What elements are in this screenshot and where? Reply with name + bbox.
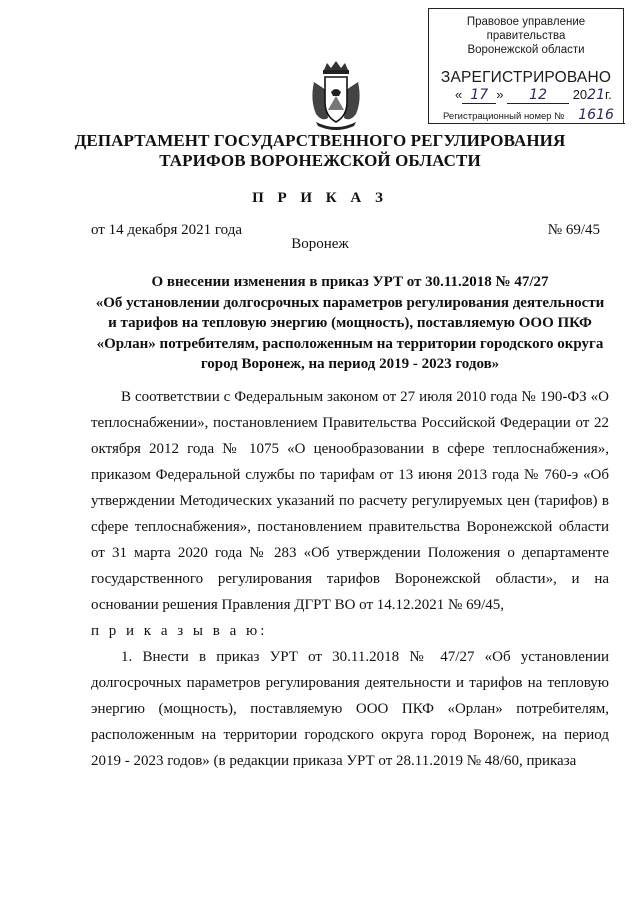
title-line2: «Об установлении долгосрочных параметров регулирования деятельности — [95, 294, 605, 311]
title-line1: О внесении изменения в приказ УРТ от 30.11.2018 № 47/27 — [151, 274, 549, 290]
department-name — [0, 131, 640, 171]
stamp-year-print: 20 — [572, 87, 588, 102]
stamp-reg-number-value: 1616 — [578, 107, 614, 123]
stamp-reg-number — [443, 107, 625, 124]
stamp-org-line1: Правовое управление правительства — [466, 16, 586, 42]
order-title — [90, 272, 610, 375]
order-number: № 69/45 — [547, 222, 600, 238]
department-line2: ТАРИФОВ ВОРОНЕЖСКОЙ ОБЛАСТИ — [159, 151, 481, 170]
department-line1: ДЕПАРТАМЕНТ ГОСУДАРСТВЕННОГО РЕГУЛИРОВАНИЯ — [74, 131, 566, 150]
title-line3: и тарифов на тепловую энергию (мощность), поставляемую ООО ПКФ — [108, 315, 592, 331]
stamp-year-hand: 21 — [587, 87, 605, 103]
stamp-day: 17 — [470, 87, 489, 103]
stamp-org — [429, 15, 623, 57]
stamp-org-line2: Воронежской области — [467, 44, 585, 56]
voronezh-coat-of-arms-icon — [308, 60, 364, 132]
title-line4: «Орлан» потребителям, расположенным на территории городского округа — [96, 335, 604, 352]
document-type: П Р И К А З — [252, 190, 388, 206]
stamp-registered: ЗАРЕГИСТРИРОВАНО — [440, 69, 612, 86]
preamble-paragraph: В соответствии с Федеральным законом от 27 июля 2010 года № 190-ФЗ «О теплоснабжении», постановлением Правительства Российской Федерации от 22 октября 2012 года № 1075 «О ценообразовании в сфере теплоснабжения», приказом Федеральной службы по тарифам от 13 июня 2013 года № 760-э «Об утверждении Методических указаний по расчету регулируемых цен (тарифов) в сфере теплоснабжения», постановлением правительства Воронежской области от 31 марта 2020 года № 283 «Об утверждении Положения о департаменте государственного регулирования тарифов Воронежской области», и на основании решения Правления ДГРТ ВО от 14.12.2021 № 69/45, — [91, 389, 609, 613]
stamp-date: « 17 » 12 2021г. — [455, 87, 612, 103]
registration-stamp — [428, 8, 624, 124]
stamp-reg-number-label: Регистрационный номер № — [443, 111, 565, 122]
order-word: п р и к а з ы в а ю: — [91, 623, 268, 639]
city: Воронеж — [291, 236, 349, 252]
order-date: от 14 декабря 2021 года — [91, 222, 243, 238]
order-body — [91, 384, 609, 774]
title-line5: город Воронеж, на период 2019 - 2023 годов» — [200, 356, 500, 372]
item-1-paragraph: 1. Внести в приказ УРТ от 30.11.2018 № 47/27 «Об установлении долгосрочных параметров регулирования деятельности и тарифов на тепловую энергию (мощность), поставляемую ООО ПКФ «Орлан» потребителям, расположенным на территории городского округа город Воронеж, на период 2019 - 2023 годов» (в редакции приказа УРТ от 28.11.2019 № 48/60, приказа — [91, 649, 609, 769]
stamp-month: 12 — [529, 87, 547, 103]
